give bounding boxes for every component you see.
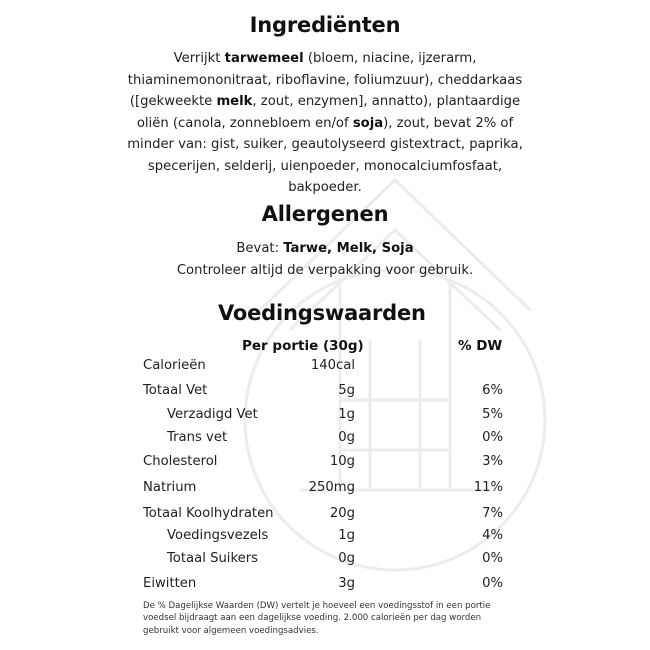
nutrient-amount: 10g bbox=[329, 454, 355, 469]
nutrition-row bbox=[0, 383, 650, 405]
nutrient-daily-value: 3% bbox=[482, 454, 503, 469]
ingredient-allergen-highlight: melk bbox=[216, 94, 253, 109]
nutrition-row bbox=[0, 430, 650, 452]
nutrient-daily-value: 11% bbox=[473, 480, 503, 495]
nutrient-label: Cholesterol bbox=[143, 454, 218, 469]
nutrient-label: Eiwitten bbox=[143, 576, 197, 591]
allergens-contains-label: Bevat: bbox=[236, 241, 284, 256]
ingredient-text-segment: ), zout, bevat 2% of minder van: gist, suiker, geautolyseerd gistextract, paprika, specerijen, selderij, uienpoeder, monocalciumfosfaat, bakpoeder. bbox=[127, 115, 523, 195]
allergens-contains-value: Tarwe, Melk, Soja bbox=[283, 241, 414, 256]
nutrition-row bbox=[0, 551, 650, 573]
nutrient-amount: 0g bbox=[338, 551, 355, 566]
per-portion-header: Per portie (30g) bbox=[242, 338, 364, 354]
nutrient-amount: 5g bbox=[338, 383, 355, 398]
nutrition-row bbox=[0, 506, 650, 528]
ingredient-allergen-highlight: tarwemeel bbox=[224, 51, 304, 66]
allergens-title: Allergenen bbox=[261, 202, 389, 226]
nutrient-daily-value: 7% bbox=[482, 506, 503, 521]
nutrient-daily-value: 6% bbox=[482, 383, 503, 398]
nutrient-amount: 0g bbox=[338, 430, 355, 445]
nutrient-amount: 140cal bbox=[310, 358, 355, 373]
nutrient-daily-value: 0% bbox=[482, 430, 503, 445]
nutrient-label: Totaal Koolhydraten bbox=[143, 506, 274, 521]
ingredients-title: Ingrediënten bbox=[249, 13, 401, 37]
daily-value-footnote: De % Dagelijkse Waarden (DW) vertelt je hoeveel een voedingsstof in een portie voedsel bijdraagt aan een dagelijkse voeding. 2.000 calorieën per dag worden gebruikt voor algemeen voedingsadvies. bbox=[143, 601, 491, 636]
nutrient-daily-value: 0% bbox=[482, 551, 503, 566]
nutrition-row bbox=[0, 407, 650, 429]
ingredient-allergen-highlight: soja bbox=[352, 115, 384, 131]
ingredient-text-segment: , zout, enzymen], annatto), plantaardige oliën (canola, zonnebloem en/of bbox=[136, 94, 521, 131]
nutrient-label: Verzadigd Vet bbox=[167, 407, 258, 422]
nutrient-daily-value: 4% bbox=[482, 528, 503, 543]
nutrition-row bbox=[0, 576, 650, 598]
nutrient-label: Trans vet bbox=[167, 430, 228, 445]
nutrient-amount: 3g bbox=[338, 576, 355, 591]
nutrient-amount: 1g bbox=[338, 528, 355, 543]
nutrition-row bbox=[0, 480, 650, 502]
allergens-text bbox=[125, 238, 525, 281]
ingredient-text-segment: Verrijkt bbox=[173, 51, 225, 66]
nutrition-row bbox=[0, 358, 650, 380]
allergens-note: Controleer altijd de verpakking voor gebruik. bbox=[176, 262, 474, 278]
ingredients-text bbox=[125, 48, 525, 199]
nutrient-daily-value: 5% bbox=[482, 407, 503, 422]
nutrient-label: Totaal Vet bbox=[143, 383, 208, 398]
nutrient-amount: 20g bbox=[329, 506, 355, 521]
nutrient-daily-value: 0% bbox=[482, 576, 503, 591]
ingredient-text-segment: (bloem, niacine, ijzerarm, thiaminemononitraat, riboflavine, foliumzuur), cheddarkaas ([gekweekte bbox=[127, 51, 523, 109]
nutrient-label: Natrium bbox=[143, 480, 197, 495]
nutrient-label: Totaal Suikers bbox=[167, 551, 259, 566]
nutrient-label: Calorieën bbox=[143, 358, 206, 373]
nutrition-row bbox=[0, 528, 650, 550]
nutrition-title: Voedingswaarden bbox=[218, 301, 426, 325]
nutrition-row bbox=[0, 454, 650, 476]
nutrient-label: Voedingsvezels bbox=[167, 528, 269, 543]
nutrient-amount: 1g bbox=[338, 407, 355, 422]
daily-value-header: % DW bbox=[458, 338, 503, 354]
nutrient-amount: 250mg bbox=[308, 480, 355, 495]
